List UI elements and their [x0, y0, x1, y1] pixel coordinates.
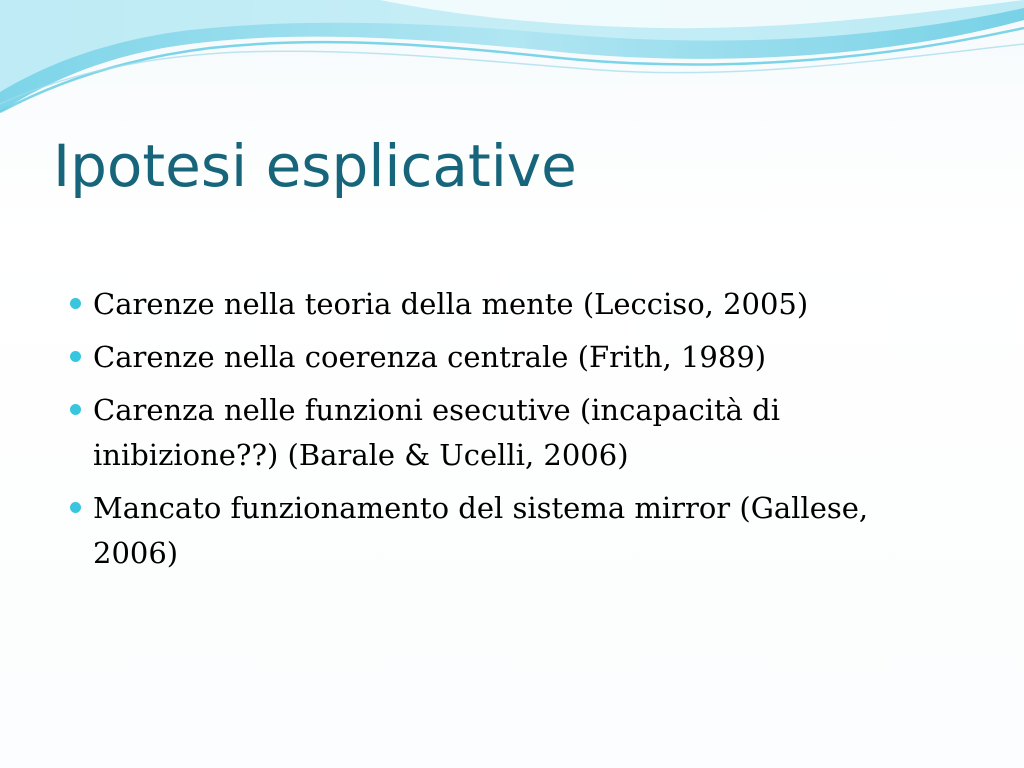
- bullet-text: Carenza nelle funzioni esecutive (incapacità di inibizione??) (Barale & Ucelli, 2006): [93, 393, 780, 472]
- bullet-text: Carenze nella teoria della mente (Lecciso, 2005): [93, 287, 809, 321]
- bullet-text: Carenze nella coerenza centrale (Frith, 1989): [93, 340, 767, 374]
- list-item: [70, 388, 960, 478]
- bullet-icon: [70, 502, 81, 513]
- list-item: [70, 282, 960, 327]
- slide-title: Ipotesi esplicative: [53, 132, 577, 200]
- list-item: [70, 335, 960, 380]
- bullet-icon: [70, 404, 81, 415]
- bullet-list: [70, 282, 960, 584]
- bullet-text: Mancato funzionamento del sistema mirror (Gallese, 2006): [93, 491, 869, 570]
- bullet-icon: [70, 351, 81, 362]
- header-wave-decoration: [0, 0, 1024, 130]
- bullet-icon: [70, 298, 81, 309]
- list-item: [70, 486, 960, 576]
